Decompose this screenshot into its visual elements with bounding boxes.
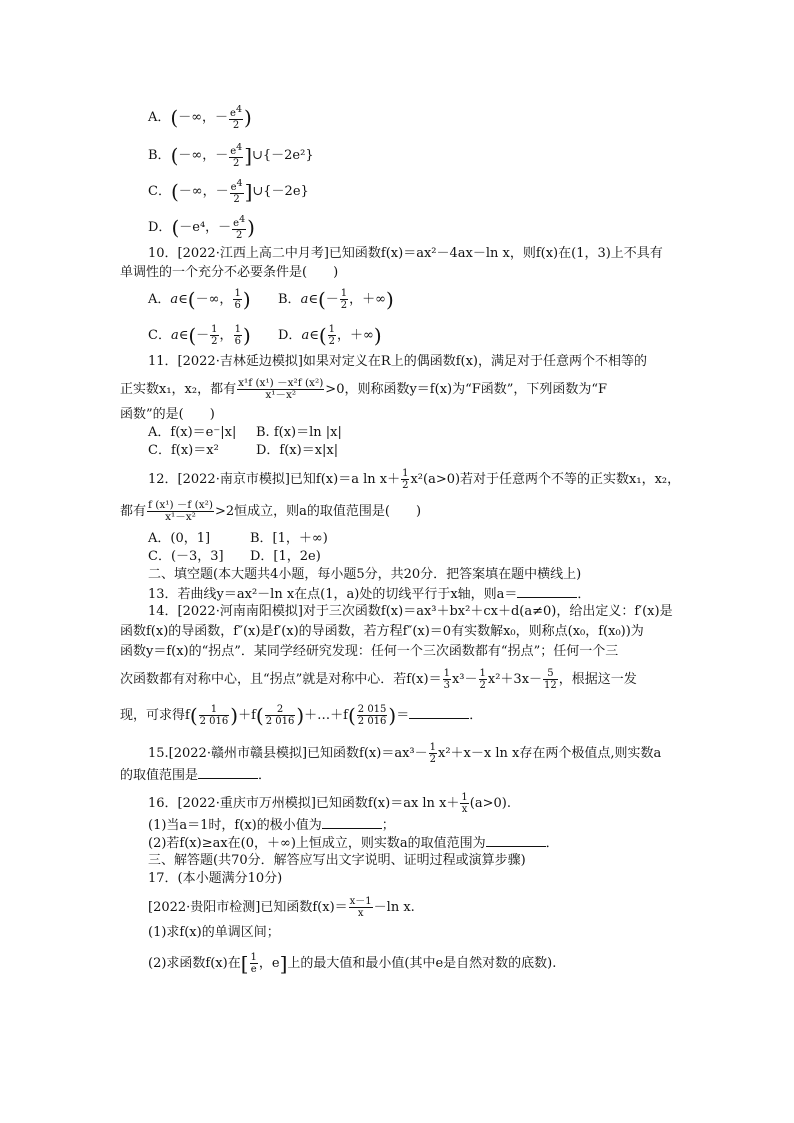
q14-line-3: 函数y＝f(x)的“拐点”．某同学经研究发现：任何一个三次函数都有“拐点”；任何一个三 — [120, 644, 619, 659]
q13: 13．若曲线y＝ax²－ln x在点(1，a)处的切线平行于x轴，则a＝ ． — [148, 587, 591, 602]
q16-line-1: 16．[2022·重庆市万州模拟]已知函数f(x)＝ax ln x＋ $\frac{1}{x}$ (a>0). — [148, 792, 511, 815]
q9-option-d: D．(－e⁴，－ $\frac{e4}{2}$ ) — [148, 214, 255, 241]
q9-option-a: A．(－∞，－ $\frac{e4}{2}$ ) — [148, 104, 252, 131]
q14-line-1: 14．[2022·河南南阳模拟]对于三次函数f(x)＝ax³＋bx²＋cx＋d(a≠0)，给出定义：f′(x)是 — [148, 604, 673, 619]
q9-option-c: C．(－∞，－ $\frac{e4}{2}$ ]∪{－2e} — [148, 178, 309, 205]
q14-line-4: 次函数都有对称中心，且“拐点”就是对称中心．若f(x)＝ $\frac{1}{3}$ x³－ $\frac{1}{2}$ x²＋3x－ $\frac{5}{12}$ ，根据这一发 — [120, 668, 637, 691]
q12-stem-2: 都有 $\frac{\text{f (x¹) －f (x²)}}{\text{x¹－x²}}$ >2恒成立，则a的取值范围是( ) — [120, 499, 422, 523]
q12-option-a: A．(0，1] — [148, 531, 211, 546]
q10-option-a: A．a∈(－∞， $\frac{1}{6}$ ) — [148, 287, 251, 312]
q14-line-2: 函数f(x)的导函数，f″(x)是f′(x)的导函数，若方程f″(x)＝0有实数解x₀，则称点(x₀，f(x₀))为 — [120, 624, 644, 639]
section-2-heading: 二、填空题(本大题共4小题，每小题5分，共20分．把答案填在题中横线上) — [148, 567, 582, 582]
q17-part-2: (2)求函数f(x)在[ $\frac{1}{e}$ ，e]上的最大值和最小值(其中e是自然对数的底数). — [148, 951, 557, 976]
answer-blank — [198, 766, 258, 779]
q12-option-b: B．[1，＋∞) — [250, 531, 328, 546]
q12-option-d: D．[1，2e) — [250, 549, 321, 564]
q16-line-2: (1)当a＝1时，f(x)的极小值为 ； — [148, 818, 395, 833]
q10-stem-2: 单调性的一个充分不必要条件是( ) — [120, 265, 339, 280]
q11-option-b: B. f(x)＝ln |x| — [256, 425, 342, 440]
q11-option-d: D．f(x)＝x|x| — [256, 443, 339, 458]
q10-option-c: C．a∈(－ $\frac{1}{2}$ ， $\frac{1}{6}$ ) — [148, 323, 251, 348]
q10-option-d: D．a∈( $\frac{1}{2}$ ，＋∞) — [278, 323, 382, 348]
answer-blank — [517, 585, 577, 598]
q15-line-1: 15.[2022·赣州市赣县模拟]已知函数f(x)＝ax³－ $\frac{1}{2}$ x²＋x－x ln x存在两个极值点,则实数a — [148, 742, 662, 765]
q15-line-2: 的取值范围是 ． — [120, 768, 272, 783]
q17-line-1: [2022·贵阳市检测]已知函数f(x)＝ $\frac{x-1}{x}$ －ln x. — [148, 896, 415, 919]
answer-blank — [322, 816, 382, 829]
q10-stem: 10．[2022·江西上高二中月考]已知函数f(x)＝ax²－4ax－ln x，则f(x)在(1，3)上不具有 — [148, 246, 663, 261]
q11-stem: 11．[2022·吉林延边模拟]如果对定义在R上的偶函数f(x)，满足对于任意两个不相等的 — [148, 354, 647, 369]
q16-line-3: (2)若f(x)≥ax在(0，＋∞)上恒成立，则实数a的取值范围为 ． — [148, 836, 559, 851]
q17-heading: 17．(本小题满分10分) — [148, 871, 283, 886]
q14-line-5: 现，可求得f( $\frac{1}{2 016}$ )＋f( $\frac{2}{2 016}$ )＋…＋f( $\frac{2 015}{2 016}$ )＝ ． — [120, 703, 483, 728]
q11-option-a: A．f(x)＝e⁻|x| — [148, 425, 237, 440]
q11-stem-3: 函数”的是( ) — [120, 407, 215, 422]
q12-stem: 12．[2022·南京市模拟]已知f(x)＝a ln x＋ $\frac{1}{2}$ x²(a>0)若对于任意两个不等的正实数x₁，x₂， — [148, 468, 681, 491]
q12-option-c: C．(－3，3] — [148, 549, 224, 564]
q10-option-b: B．a∈(－ $\frac{1}{2}$ ，＋∞) — [278, 287, 394, 312]
q11-option-c: C．f(x)＝x² — [148, 443, 219, 458]
q11-stem-2: 正实数x₁，x₂，都有 $\frac{\text{x¹f (x¹) －x²f (x²)}}{\text{x¹－x²}}$ >0，则称函数y＝f(x)为“F函数”，下列函数为“F — [120, 377, 608, 401]
q17-part-1: (1)求f(x)的单调区间； — [148, 925, 280, 940]
q9-option-b: B．(－∞，－ $\frac{e4}{2}$ ]∪{－2e²} — [148, 142, 314, 169]
answer-blank — [486, 834, 546, 847]
section-3-heading: 三、解答题(共70分．解答应写出文字说明、证明过程或演算步骤) — [148, 853, 526, 868]
answer-blank — [409, 706, 469, 719]
